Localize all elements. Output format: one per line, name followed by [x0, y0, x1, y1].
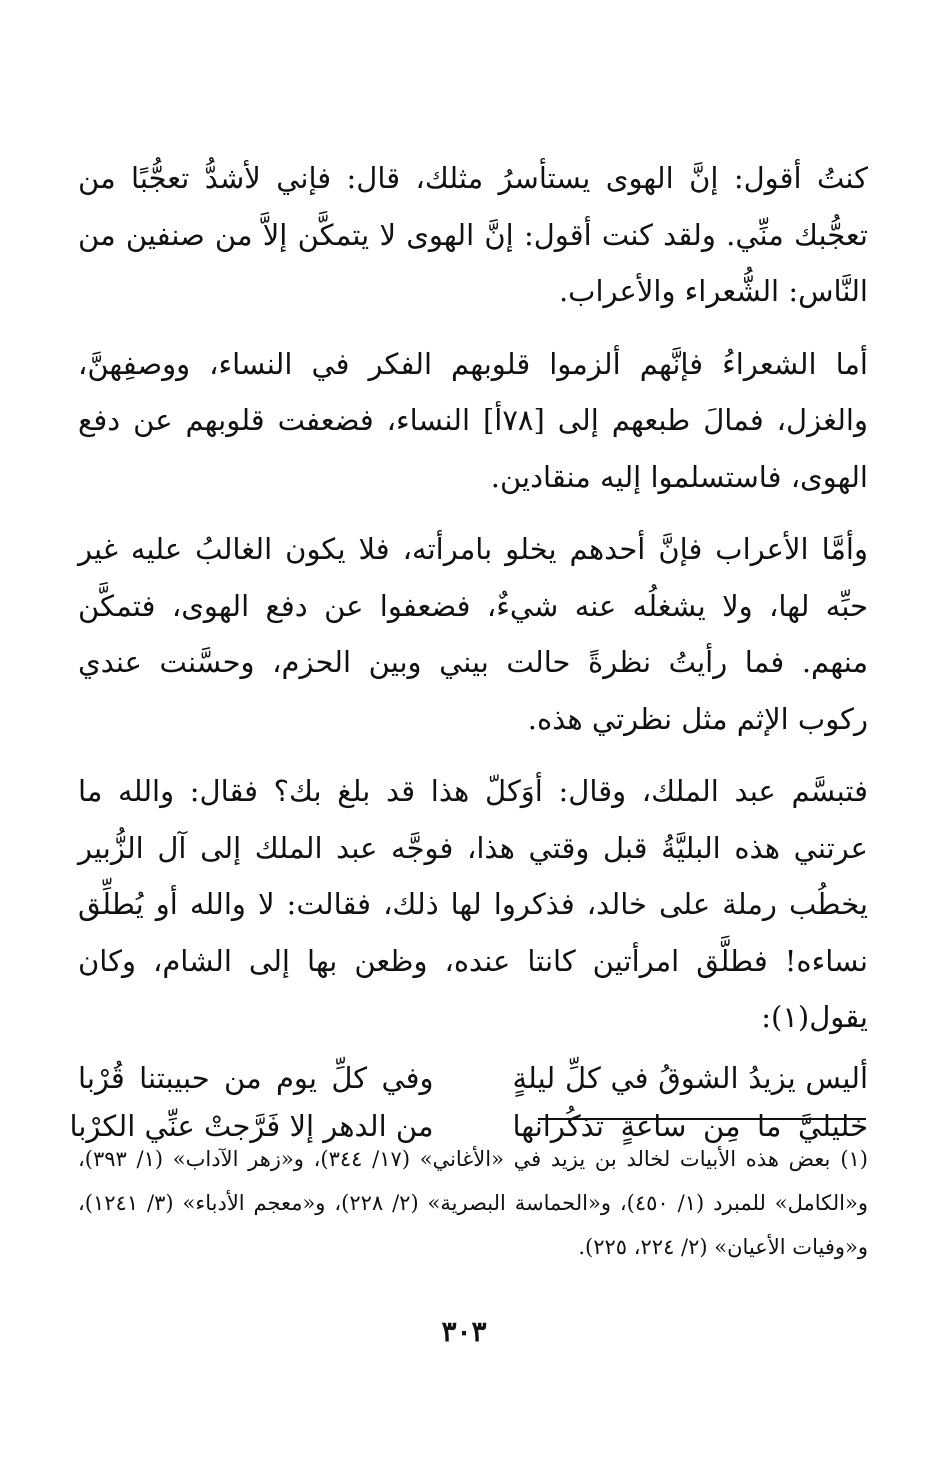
paragraph-2: أما الشعراءُ فإنَّهم ألزموا قلوبهم الفكر في النساء، ووصفِهنَّ، والغزل، فمالَ طبعهم إلى [٧٨أ] النساء، فضعفت قلوبهم عن دفع الهوى، فاستسلموا إليه منقادين.	[78, 346, 868, 494]
footnote-1	[78, 1137, 868, 1269]
paragraph-1: كنتُ أقول: إنَّ الهوى يستأسرُ مثلك، قال: فإني لأشدُّ تعجُّبًا من تعجُّبك منِّي. ولقد كنت أقول: إنَّ الهوى لا يتمكَّن إلاَّ من صنفين من النَّاس: الشُّعراء والأعراب.	[78, 161, 868, 308]
footnote-divider	[538, 1118, 866, 1120]
verse-1	[78, 1054, 868, 1102]
footnote-number: (١)	[840, 1147, 868, 1171]
verse-2-first-hemistich: خليليَّ ما مِن ساعةٍ تذكُرانها	[512, 1108, 868, 1143]
footnote-text: بعض هذه الأبيات لخالد بن يزيد في «الأغاني» (١٧/ ٣٤٤)، و«زهر الآداب» (١/ ٣٩٣)، و«الكامل» للمبرد (١/ ٤٥٠)، و«الحماسة البصرية» (٢/ ٢٢٨)، و«معجم الأدباء» (٣/ ١٢٤١)، و«وفيات الأعيان» (٢/ ٢٢٤، ٢٢٥).	[78, 1147, 868, 1259]
verse-1-second-hemistich: وفي كلِّ يوم من حبيبتنا قُرْبا	[78, 1060, 434, 1095]
paragraph-4: فتبسَّم عبد الملك، وقال: أوَكلّ هذا قد بلغ بك؟ فقال: والله ما عرتني هذه البليَّةُ قبل وقتي هذا، فوجَّه عبد الملك إلى آل الزُّبير يخطُب رملة على خالد، فذكروا لها ذلك، فقالت: لا والله أو يُطلِّق نساءه! فطلَّق امرأتين كانتا عنده، وظعن بها إلى الشام، وكان يقول(١):	[78, 774, 868, 1034]
verse-2-second-hemistich: من الدهر إلا فَرَّجتْ عنِّي الكرْبا	[69, 1108, 434, 1143]
paragraph-3: وأمَّا الأعراب فإنَّ أحدهم يخلو بامرأته، فلا يكون الغالبُ عليه غير حبِّه لها، ولا يشغلُه عنه شيءٌ، فضعفوا عن دفع الهوى، فتمكَّن منهم. فما رأيتُ نظرةً حالت بيني وبين الحزم، وحسَّنت عندي ركوب الإثم مثل نظرتي هذه.	[78, 532, 868, 736]
verse-1-first-hemistich: أليس يزيدُ الشوقُ في كلِّ ليلةٍ	[512, 1060, 868, 1095]
main-text	[69, 150, 868, 1150]
page-number: ٣٠٣	[441, 1315, 487, 1348]
poem	[69, 1054, 868, 1150]
footnotes	[78, 1137, 868, 1269]
